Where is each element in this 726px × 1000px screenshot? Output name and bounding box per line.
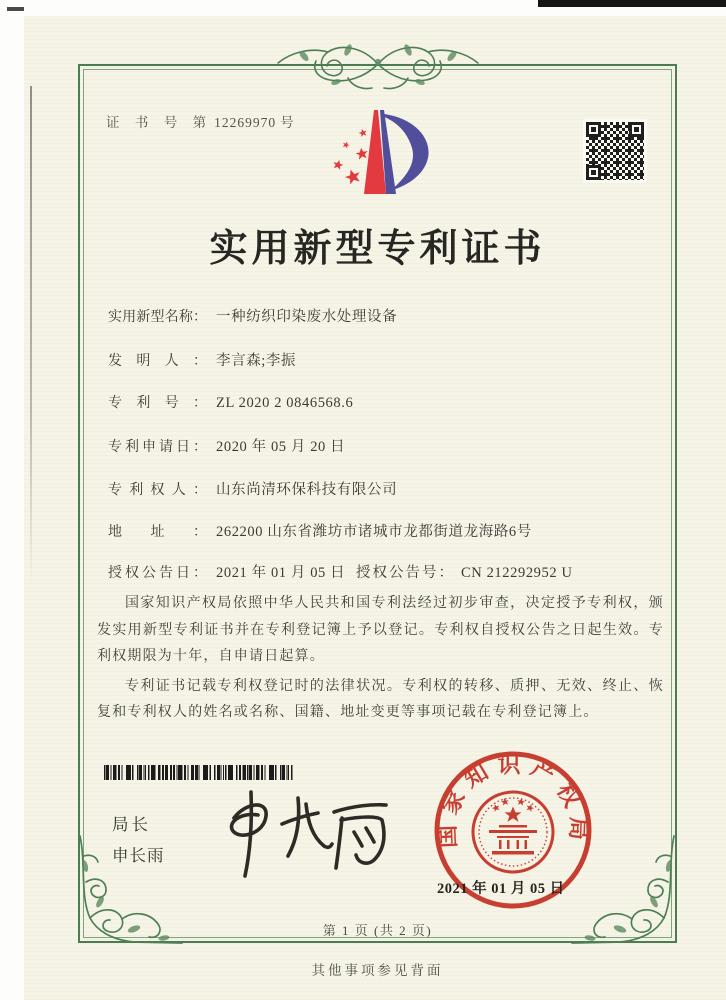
page-indicator: 第 1 页 (共 2 页) [322,923,433,938]
field-value: 李言森;李振 [216,353,297,369]
legal-paragraph-1: 国家知识产权局依照中华人民共和国专利法经过初步审查，决定授予专利权，颁发实用新型专利证书并在专利登记簿上予以登记。专利权自授权公告之日起生效。专利权期限为十年，自申请日起算。 [97,596,664,664]
svg-text:国家知识产权局 [434,752,591,848]
signer-name: 申长雨 [112,846,165,865]
certificate-number-prefix: 证 书 号 第 [106,115,213,130]
field-filing-date [108,435,345,456]
barcode [104,765,294,780]
field-label: 授权公告日： [108,566,207,581]
scan-artifact-top-left [7,7,24,11]
legal-body-text [97,591,664,727]
qr-code-icon [583,119,647,183]
national-emblem-icon [473,792,553,872]
field-inventors [108,349,296,370]
field-utility-model-name [108,305,397,326]
field-value: ZL 2020 2 0846568.6 [216,395,354,411]
floral-top-ornament-icon [252,38,504,100]
certificate-number-value: 12269970 [214,115,277,130]
field-value: 262200 山东省潍坊市诸城市龙都街道龙海路6号 [216,524,532,540]
field-patentee [108,478,397,499]
certificate-number-suffix: 号 [280,115,294,130]
field-value: 一种纺织印染废水处理设备 [216,309,398,325]
field-grant-publication-number [356,561,573,582]
field-label: 专利号： [108,396,207,411]
field-label: 专利权人： [108,483,207,498]
signer-title: 局长 [112,815,151,834]
field-label: 地址： [108,525,207,540]
field-label: 专利申请日： [108,440,207,455]
cnipa-logo-icon [318,104,446,204]
certificate-title: 实用新型专利证书 [209,228,546,270]
field-patent-number [108,392,353,412]
field-label: 实用新型名称： [108,310,207,325]
scan-page-edge-shadow [30,86,32,586]
seal-date: 2021 年 01 月 05 日 [437,881,565,897]
legal-paragraph-2: 专利证书记载专利权登记时的法律状况。专利权的转移、质押、无效、终止、恢复和专利权人的姓名或名称、国籍、地址变更等事项记载在专利登记簿上。 [97,678,664,720]
footer-note: 其他事项参见背面 [311,963,444,978]
scan-artifact-top-right [538,0,726,7]
field-address [108,520,532,541]
seal-text: 国家知识产权局 [434,752,592,849]
field-value: 2021 年 01 月 05 日 [216,565,346,581]
certificate-number [106,111,294,131]
field-value: CN 212292952 U [461,565,573,581]
field-label: 发明人： [108,354,207,369]
director-handwritten-signature [206,784,396,882]
field-value: 2020 年 05 月 20 日 [216,439,346,455]
field-label: 授权公告号： [356,565,455,581]
field-value: 山东尚清环保科技有限公司 [216,482,398,498]
field-grant-date [108,561,345,582]
